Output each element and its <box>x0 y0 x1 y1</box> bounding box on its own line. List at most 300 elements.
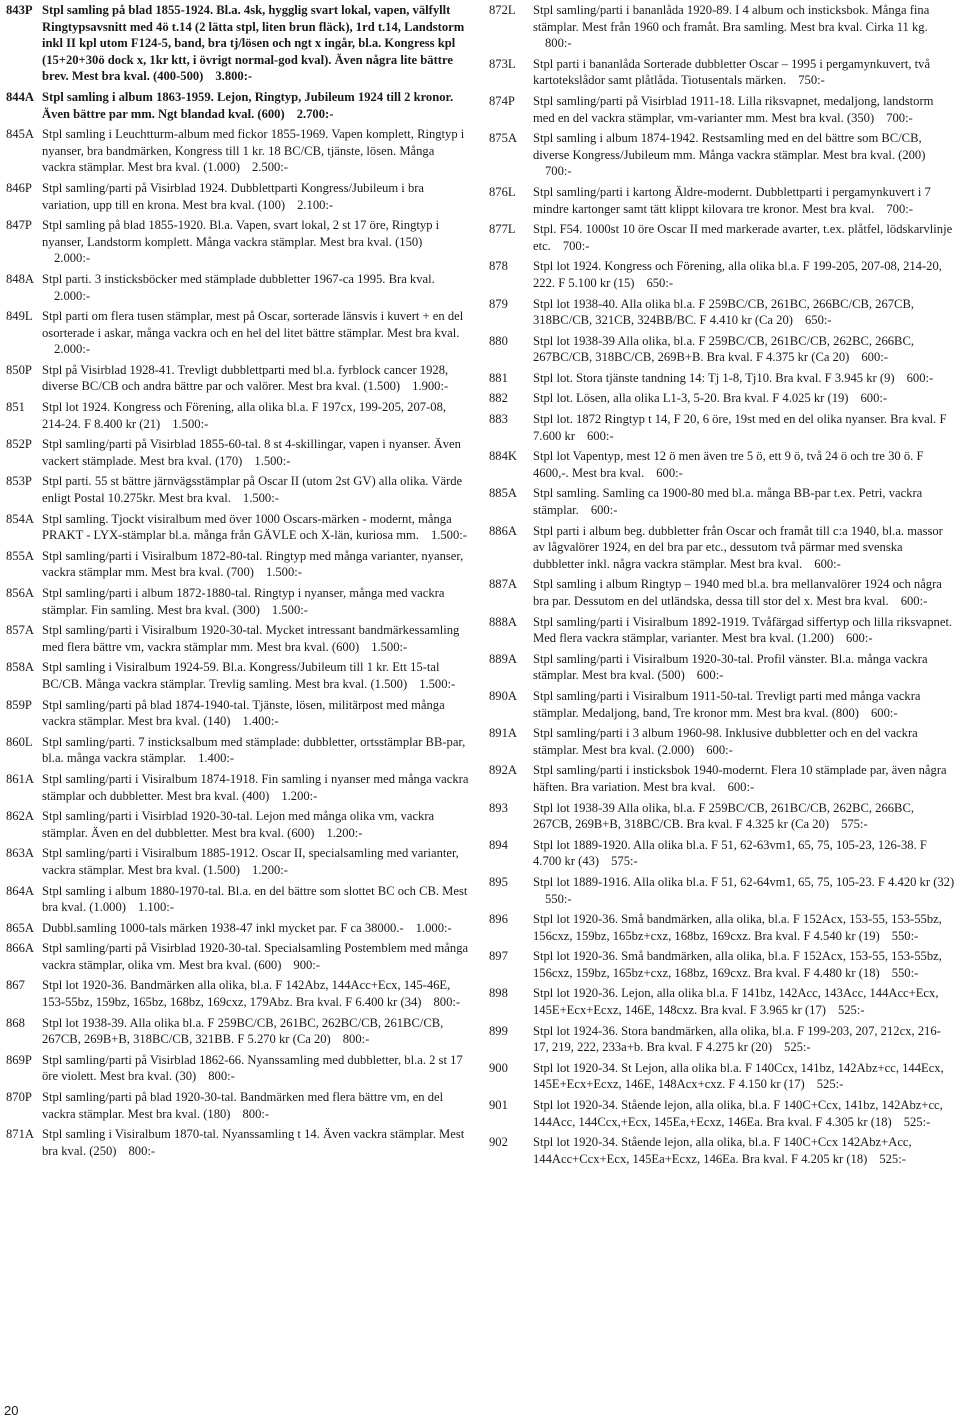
lot-description-block <box>533 874 955 907</box>
lot-description: Stpl lot 1938-39. Alla olika bl.a. F 259BC/CB, 261BC, 262BC/CB, 261BC/CB, 267CB, 269B+B, 318BC/CB, 321BB. F 5.270 kr (Ca 20) <box>42 1015 444 1047</box>
lot-number: 850P <box>6 362 32 377</box>
lot-number: 876L <box>489 184 516 199</box>
lot-number: 893 <box>489 800 508 815</box>
lot-entry <box>489 762 955 795</box>
lot-description-block <box>533 762 955 795</box>
lot-description: Stpl samling/parti i Visiralbum 1885-1912. Oscar II, specialsamling med varianter, vackra stämplar. Mest bra kval. (1.500) <box>42 846 459 877</box>
lot-description: Stpl samling/parti i Visiralbum 1872-80-tal. Ringtyp med många varianter, nyanser, vackra stämplar mm. Mest bra kval. (700) <box>42 548 464 580</box>
lot-price: 600:- <box>586 428 614 443</box>
lot-description: Stpl samling/parti på Visirblad 1855-60-tal. 8 st 4-skillingar, vapen i nyanser. Även vackert stämplade. Mest bra kval. (170) <box>42 437 461 468</box>
lot-price: 800:- <box>545 36 572 51</box>
lot-description: Stpl. F54. 1000st 10 öre Oscar II med markerade avarter, t.ex. plåtfel, lödskarvlinje etc. <box>533 222 953 253</box>
lot-number: 867 <box>6 978 25 993</box>
lot-number: 852P <box>6 437 32 452</box>
lot-description-block <box>42 308 470 358</box>
lot-price: 600:- <box>861 350 888 365</box>
lot-entry <box>489 1134 955 1167</box>
lot-description: Stpl samling/parti i Visiralbum 1892-1919. Tvåfärgad siffertyp och lilla riksvapnet. Med flera vackra stämplar, varianter. Mest bra kval. (1.200) <box>533 614 953 646</box>
lot-description: Stpl samling/parti i insticksbok 1940-modernt. Flera 10 stämplade par, även några häften. Bra variation. Mest bra kval. <box>533 763 947 794</box>
lot-number: 861A <box>6 771 34 786</box>
lot-price: 700:- <box>562 238 590 253</box>
lot-description-block <box>42 1052 470 1085</box>
lot-description-block <box>533 688 955 721</box>
lot-number: 848A <box>6 271 34 286</box>
lot-number: 849L <box>6 309 33 324</box>
lot-entry <box>489 1060 955 1093</box>
lot-description: Stpl samling på blad 1855-1920. Bl.a. Vapen, svart lokal, 2 st 17 öre, Ringtyp i nyanser, Landstorm komplett. Många vackra stämplar. Mest bra kval. (150) <box>42 218 440 249</box>
lot-entry <box>489 2 955 52</box>
lot-price: 1.500:- <box>419 676 456 691</box>
lot-description-block <box>42 180 470 213</box>
lot-description-block <box>533 800 955 833</box>
lot-price: 1.200:- <box>326 825 363 840</box>
lot-description: Stpl samling i album 1880-1970-tal. Bl.a. en del bättre som slottet BC och CB. Mest bra kval. (1.000) <box>42 883 468 915</box>
lot-description-block <box>42 362 470 395</box>
lot-entry <box>6 511 470 544</box>
lot-price: 2.000:- <box>54 251 91 266</box>
lot-entry <box>6 883 470 916</box>
lot-number: 884K <box>489 449 517 464</box>
lot-description: Stpl samling/parti i Visiralbum 1920-30-tal. Profil vänster. Bl.a. många vackra stämplar. Mest bra kval. (500) <box>533 651 928 683</box>
lot-number: 854A <box>6 511 34 526</box>
lot-number: 846P <box>6 180 32 195</box>
lot-description: Stpl samling/parti på Visirblad 1862-66. Nyanssamling med dubbletter, bl.a. 2 st 17 öre violett. Mest bra kval. (30) <box>42 1052 463 1084</box>
lot-price: 1.400:- <box>242 714 279 729</box>
lot-number: 879 <box>489 296 508 311</box>
lot-number: 858A <box>6 660 34 675</box>
lot-price: 525:- <box>903 1114 931 1129</box>
lot-description-block <box>533 523 955 573</box>
lot-description-block <box>42 436 470 469</box>
lot-description: Stpl parti. 55 st bättre järnvägsstämplar på Oscar II (utom 2st GV) alla olika. Värde enligt Postal 10.275kr. Mest bra kval. <box>42 474 463 506</box>
lot-number: 882 <box>489 391 508 406</box>
lot-price: 1.400:- <box>198 751 235 766</box>
lot-number: 875A <box>489 131 517 146</box>
lot-number: 866A <box>6 941 34 956</box>
lot-price: 575:- <box>611 854 638 869</box>
lot-number: 864A <box>6 883 34 898</box>
lot-description-block <box>42 217 470 267</box>
lot-entry <box>489 523 955 573</box>
lot-entry <box>489 370 955 387</box>
lot-price: 700:- <box>545 164 572 179</box>
lot-description-block <box>533 370 955 387</box>
lot-description-block <box>533 911 955 944</box>
lot-description-block <box>42 622 470 655</box>
lot-price: 2.000:- <box>54 342 91 357</box>
lot-description: Stpl lot 1938-39 Alla olika, bl.a. F 259BC/CB, 261BC/CB, 262BC, 266BC, 267CB, 269B+B, 318BC/CB. Bra kval. F 4.325 kr (Ca 20) <box>533 800 915 832</box>
lot-description-block <box>533 576 955 609</box>
lot-description: Stpl parti i bananlåda Sorterade dubbletter Oscar – 1995 i pergamynkuvert, två kartotekslådor samt plåtlåda. Tiotusentals märken. <box>533 56 931 88</box>
lot-price: 1.900:- <box>412 379 449 394</box>
lot-description: Stpl samling i album 1863-1959. Lejon, Ringtyp, Jubileum 1924 till 2 kronor. Även bättre par mm. Ngt blandad kval. (600) <box>42 89 454 121</box>
lot-description-block <box>42 920 470 937</box>
lot-entry <box>489 874 955 907</box>
lot-number: 881 <box>489 370 508 385</box>
lot-entry <box>489 614 955 647</box>
lot-price: 600:- <box>871 705 898 720</box>
lot-entry <box>6 1126 470 1159</box>
lot-description: Stpl samling/parti på blad 1874-1940-tal. Tjänste, lösen, militärpost med många vackra stämplar. Mest bra kval. (140) <box>42 697 445 729</box>
lot-price: 600:- <box>706 742 733 757</box>
lot-price: 1.500:- <box>242 491 279 506</box>
lot-description-block <box>533 93 955 126</box>
lot-description: Stpl samling på blad 1855-1924. Bl.a. 4sk, hygglig svart lokal, vapen, välfyllt Ringtypsavsnitt med 4ö t.14 (2 lätta stpl, liten brun fläck), 1rd t.14, Landstorm inkl II kpl utom F124-5, band, bra tj/lösen och ngt x ingår, bl.a. Kongress kpl (15+20+30ö dock x, 1kr ktt, i övrigt normal-god kval). Även några lite bättre brev. Mest bra kval. (400-500) <box>42 3 465 84</box>
lot-entry <box>489 93 955 126</box>
lot-price: 1.200:- <box>281 788 318 803</box>
lot-number: 892A <box>489 763 517 778</box>
lot-description: Stpl samling/parti i album 1872-1880-tal. Ringtyp i nyanser, många med vackra stämplar. Fin samling. Mest bra kval. (300) <box>42 586 445 617</box>
lot-number: 860L <box>6 734 33 749</box>
lot-description-block <box>42 585 470 618</box>
lot-number: 897 <box>489 949 508 964</box>
lot-description-block <box>42 697 470 730</box>
left-column <box>6 2 470 1163</box>
lot-price: 650:- <box>646 275 674 290</box>
lot-description: Stpl lot 1924-36. Stora bandmärken, alla olika, bl.a. F 199-203, 207, 212cx, 216-17, 219, 222, 233a+b. Bra kval. F 4.275 kr (20) <box>533 1023 941 1055</box>
lot-description-block <box>533 448 955 481</box>
lot-entry <box>489 333 955 366</box>
page-number: 20 <box>4 1403 19 1418</box>
lot-price: 1.500:- <box>254 453 291 468</box>
lot-description-block <box>533 390 955 407</box>
lot-price: 1.500:- <box>271 602 308 617</box>
lot-description-block <box>42 126 470 176</box>
lot-entry <box>6 362 470 395</box>
lot-price: 650:- <box>804 313 832 328</box>
lot-number: 853P <box>6 474 32 489</box>
lot-entry <box>489 485 955 518</box>
lot-number: 872L <box>489 3 516 17</box>
lot-entry <box>489 184 955 217</box>
lot-price: 1.100:- <box>137 900 174 915</box>
lot-description-block <box>42 548 470 581</box>
lot-price: 1.200:- <box>251 862 288 877</box>
lot-entry <box>489 390 955 407</box>
lot-price: 700:- <box>886 201 913 216</box>
lot-entry <box>6 940 470 973</box>
lot-description-block <box>533 837 955 870</box>
lot-description-block <box>42 940 470 973</box>
lot-description-block <box>533 333 955 366</box>
lot-description: Stpl samling/parti i Visiralbum 1920-30-tal. Mycket intressant bandmärkessamling med flera bättre vm, vackra stämplar mm. Mest bra kval. (600) <box>42 623 460 654</box>
lot-number: 843P <box>6 3 33 17</box>
lot-description: Stpl samling/parti på blad 1920-30-tal. Bandmärken med flera bättre vm, en del vackra stämplar. Mest bra kval. (180) <box>42 1090 444 1121</box>
lot-description-block <box>533 1060 955 1093</box>
lot-entry <box>489 800 955 833</box>
lot-number: 870P <box>6 1090 32 1105</box>
lot-description: Stpl lot 1920-36. Små bandmärken, alla olika, bl.a. F 152Acx, 153-55, 153-55bz, 156cxz, 159bz, 165bz+cxz, 168bz, 169cxz. Bra kval. F 4.480 kr (18) <box>533 949 942 980</box>
lot-price: 2.000:- <box>54 288 91 303</box>
lot-description-block <box>42 89 470 122</box>
lot-number: 880 <box>489 333 508 348</box>
lot-number: 869P <box>6 1052 32 1067</box>
lot-number: 895 <box>489 874 508 889</box>
lot-number: 845A <box>6 127 34 142</box>
lot-description: Stpl samling/parti på Visirblad 1920-30-tal. Specialsamling Postemblem med många vackra stämplar, olika vm. Mest bra kval. (600) <box>42 941 469 972</box>
lot-price: 3.800:- <box>215 69 253 84</box>
lot-description: Stpl samling i album Ringtyp – 1940 med bl.a. bra mellanvalörer 1924 och några bra par. Dessutom en del utländska, dessa till stor del x. Mest bra kval. <box>533 577 942 608</box>
lot-price: 1.500:- <box>265 565 302 580</box>
lot-entry <box>489 911 955 944</box>
lot-description-block <box>42 1015 470 1048</box>
lot-number: 878 <box>489 259 508 274</box>
lot-entry <box>6 977 470 1010</box>
lot-description-block <box>42 808 470 841</box>
lot-description-block <box>42 511 470 544</box>
lot-price: 800:- <box>433 995 461 1010</box>
lot-description-block <box>42 1089 470 1122</box>
lot-description: Stpl lot 1889-1920. Alla olika bl.a. F 51, 62-63vm1, 65, 75, 105-23, 126-38. F 4.700 kr (43) <box>533 837 927 869</box>
lot-number: 889A <box>489 651 517 666</box>
lot-description: Stpl samling/parti i bananlåda 1920-89. I 4 album och insticksbok. Många fina stämplar. Mest från 1960 och framåt. Bra samling. Mest bra kval. Cirka 11 kg. <box>533 3 930 34</box>
lot-number: 901 <box>489 1098 508 1113</box>
lot-description-block <box>533 296 955 329</box>
lot-description-block <box>533 1023 955 1056</box>
lot-price: 525:- <box>784 1040 811 1055</box>
lot-description: Stpl samling. Tjockt visiralbum med över 1000 Oscars-märken - modernt, många PRAKT - LYX-stämplar bl.a. många från GÄVLE och X-län, kuriosa mm. <box>42 511 452 543</box>
lot-price: 750:- <box>798 73 825 88</box>
lot-description-block <box>42 659 470 692</box>
lot-price: 525:- <box>879 1151 906 1166</box>
lot-number: 877L <box>489 222 516 237</box>
lot-number: 862A <box>6 809 34 824</box>
lot-entry <box>6 771 470 804</box>
lot-description-block <box>42 734 470 767</box>
lot-description: Stpl samling/parti i 3 album 1960-98. Inklusive dubbletter och en del vackra stämplar. Mest bra kval. (2.000) <box>533 726 918 757</box>
lot-entry <box>6 1015 470 1048</box>
lot-entry <box>489 985 955 1018</box>
lot-description: Stpl samling i album 1874-1942. Restsamling med en del bättre som BC/CB, diverse Kongress/Jubileum mm. Många vackra stämplar. Mest bra kval. (200) <box>533 131 926 162</box>
lot-entry <box>489 56 955 89</box>
lot-description: Stpl samling/parti. 7 insticksalbum med stämplade: dubbletter, ortsstämplar BB-par, bl.a. många vackra stämplar. <box>42 734 466 766</box>
lot-entry <box>6 697 470 730</box>
lot-number: 856A <box>6 586 34 600</box>
lot-description-block <box>42 1126 470 1159</box>
lot-entry <box>489 1097 955 1130</box>
lot-number: 887A <box>489 577 517 592</box>
lot-entry <box>6 217 470 267</box>
lot-entry <box>489 948 955 981</box>
lot-description-block <box>42 271 470 304</box>
lot-description: Stpl samling/parti i Visirblad 1920-30-tal. Lejon med många olika vm, vackra stämplar. Även en del dubbletter. Mest bra kval. (600) <box>42 809 435 840</box>
lot-description-block <box>42 2 470 85</box>
lot-entry <box>6 473 470 506</box>
lot-description: Stpl parti. 3 insticksböcker med stämplade dubbletter 1967-ca 1995. Bra kval. <box>42 271 435 286</box>
lot-description: Stpl lot 1920-34. St Lejon, alla olika bl.a. F 140Ccx, 141bz, 142Abz+cc, 144Ecx, 145E+Ecx+Ecxz, 146E, 148Acx+cxz. F 4.150 kr (17) <box>533 1060 944 1092</box>
lot-number: 902 <box>489 1135 508 1150</box>
lot-description: Stpl samling/parti i kartong Äldre-modernt. Dubblettparti i pergamynkuvert i 7 mindre kartonger samt tätt klippt kilovara tre kronor. Mest bra kval. <box>533 184 931 216</box>
lot-description: Stpl lot. Lösen, alla olika L1-3, 5-20. Bra kval. F 4.025 kr (19) <box>533 391 849 406</box>
lot-entry <box>489 725 955 758</box>
lot-description: Stpl samling/parti i Visiralbum 1911-50-tal. Trevligt parti med många vackra stämplar. Medaljong, band, Tre kronor mm. Mest bra kval. (800) <box>533 688 921 720</box>
lot-number: 851 <box>6 400 25 415</box>
lot-entry <box>489 258 955 291</box>
lot-description-block <box>533 725 955 758</box>
lot-number: 873L <box>489 56 516 71</box>
lot-entry <box>489 1023 955 1056</box>
lot-price: 1.500:- <box>430 528 467 543</box>
lot-entry <box>6 271 470 304</box>
lot-price: 600:- <box>727 779 755 794</box>
lot-price: 900:- <box>293 957 320 972</box>
lot-entry <box>489 448 955 481</box>
lot-description: Stpl samling i Visiralbum 1924-59. Bl.a. Kongress/Jubileum till 1 kr. Ett 15-tal BC/CB. Många vackra stämplar. Trevlig samling. Mest bra kval. (1.500) <box>42 660 440 691</box>
lot-entry <box>489 651 955 684</box>
lot-number: 847P <box>6 218 32 233</box>
lot-description: Stpl samling/parti på Visirblad 1911-18. Lilla riksvapnet, medaljong, landstorm med en del vackra stämplar, vm-varianter mm. Mest bra kval. (350) <box>533 93 934 125</box>
lot-entry <box>6 548 470 581</box>
lot-entry <box>6 734 470 767</box>
lot-price: 1.000:- <box>415 920 452 935</box>
lot-description: Stpl lot 1924. Kongress och Förening, alla olika bl.a. F 199-205, 207-08, 214-20, 222. F 5.100 kr (15) <box>533 259 942 290</box>
lot-entry <box>489 688 955 721</box>
lot-entry <box>6 845 470 878</box>
lot-description: Stpl samling i Leuchtturm-album med fickor 1855-1969. Vapen komplett, Ringtyp i nyanser, bra bandmärken, Kongress till 1 kr. 18 BC/CB, tjänste, lösen. Många vackra stämplar. Mest bra kval. (1.000) <box>42 127 465 175</box>
lot-price: 1.500:- <box>172 416 209 431</box>
lot-price: 2.700:- <box>296 106 334 121</box>
lot-number: 886A <box>489 523 517 538</box>
lot-number: 857A <box>6 623 34 638</box>
lot-description-block <box>533 948 955 981</box>
lot-price: 800:- <box>242 1106 270 1121</box>
lot-entry <box>6 659 470 692</box>
lot-number: 863A <box>6 846 34 861</box>
lot-entry <box>489 221 955 254</box>
lot-number: 844A <box>6 89 34 104</box>
lot-price: 575:- <box>841 817 868 832</box>
lot-description-block <box>533 614 955 647</box>
lot-description: Stpl parti i album beg. dubbletter från Oscar och framåt till c:a 1940, bl.a. massor av lågvalörer 1924, en del bra par etc., dessutom två pärmar med svenska dubbletter inkl. några vackra stämplar. Mest bra kval. <box>533 523 943 571</box>
lot-description-block <box>42 977 470 1010</box>
lot-description-block <box>533 56 955 89</box>
lot-entry <box>6 2 470 85</box>
lot-number: 898 <box>489 986 508 1001</box>
lot-entry <box>6 126 470 176</box>
lot-price: 600:- <box>860 391 888 406</box>
lot-entry <box>489 411 955 444</box>
lot-price: 600:- <box>696 668 724 683</box>
lot-number: 899 <box>489 1023 508 1038</box>
lot-description: Stpl lot. Stora tjänste tandning 14: Tj 1-8, Tj10. Bra kval. F 3.945 kr (9) <box>533 370 895 385</box>
lot-price: 800:- <box>128 1143 156 1158</box>
lot-number: 896 <box>489 912 508 927</box>
lot-price: 550:- <box>891 928 919 943</box>
lot-entry <box>6 622 470 655</box>
lot-entry <box>6 808 470 841</box>
lot-description-block <box>533 651 955 684</box>
lot-description: Stpl lot 1920-34. Stående lejon, alla olika, bl.a. F 140C+Ccx, 141bz, 142Abz+cc, 144Acc, 144Ccx,+Ecx, 145Ea,+Ecxz, 146Ea. Bra kval. F 4.305 kr (18) <box>533 1098 943 1129</box>
lot-description-block <box>533 1097 955 1130</box>
lot-number: 874P <box>489 93 515 108</box>
lot-description-block <box>42 399 470 432</box>
lot-description-block <box>42 845 470 878</box>
lot-description: Stpl samling/parti på Visirblad 1924. Dubblettparti Kongress/Jubileum i bra variation, upp till en krona. Mest bra kval. (100) <box>42 180 425 212</box>
lot-price: 550:- <box>545 891 572 906</box>
lot-number: 871A <box>6 1127 34 1142</box>
lot-entry <box>6 1052 470 1085</box>
lot-number: 894 <box>489 837 508 852</box>
lot-description-block <box>533 2 955 52</box>
lot-description-block <box>42 771 470 804</box>
lot-description-block <box>42 883 470 916</box>
lot-number: 868 <box>6 1015 25 1030</box>
lot-entry <box>6 436 470 469</box>
lot-description-block <box>533 985 955 1018</box>
right-column <box>489 2 955 1171</box>
lot-price: 600:- <box>656 465 683 480</box>
lot-number: 865A <box>6 920 34 935</box>
lot-price: 800:- <box>208 1069 235 1084</box>
lot-description: Stpl samling/parti i Visiralbum 1874-1918. Fin samling i nyanser med många vackra stämplar och dubbletter. Mest bra kval. (400) <box>42 771 469 803</box>
lot-entry <box>6 399 470 432</box>
lot-entry <box>489 296 955 329</box>
lot-price: 2.100:- <box>297 197 334 212</box>
lot-description-block <box>533 258 955 291</box>
lot-number: 888A <box>489 614 517 629</box>
lot-entry <box>489 576 955 609</box>
lot-price: 1.500:- <box>371 639 408 654</box>
lot-description: Stpl samling. Samling ca 1900-80 med bl.a. många BB-par t.ex. Petri, vackra stämplar. <box>533 486 923 518</box>
lot-price: 550:- <box>891 965 919 980</box>
lot-description: Stpl lot. 1872 Ringtyp t 14, F 20, 6 öre, 19st med en del olika nyanser. Bra kval. F 7.600 kr <box>533 412 947 443</box>
lot-entry <box>6 1089 470 1122</box>
lot-description: Stpl lot 1924. Kongress och Förening, alla olika bl.a. F 197cx, 199-205, 207-08, 214-24. F 8.400 kr (21) <box>42 400 447 431</box>
lot-entry <box>6 308 470 358</box>
lot-description: Stpl lot 1938-39 Alla olika, bl.a. F 259BC/CB, 261BC/CB, 262BC, 266BC, 267BC/CB, 318BC/CB, 269B+B. Bra kval. F 4.375 kr (Ca 20) <box>533 333 915 365</box>
lot-description-block <box>533 130 955 180</box>
lot-number: 859P <box>6 697 32 712</box>
lot-description: Stpl samling i Visiralbum 1870-tal. Nyanssamling t 14. Även vackra stämplar. Mest bra kval. (250) <box>42 1127 465 1158</box>
lot-price: 600:- <box>590 503 618 518</box>
lot-entry <box>6 585 470 618</box>
lot-number: 883 <box>489 412 508 427</box>
lot-description: Stpl lot 1889-1916. Alla olika bl.a. F 51, 62-64vm1, 65, 75, 105-23. F 4.420 kr (32) <box>533 874 955 889</box>
lot-description-block <box>533 485 955 518</box>
lot-description: Dubbl.samling 1000-tals märken 1938-47 inkl mycket par. F ca 38000.- <box>42 920 404 935</box>
lot-description: Stpl lot 1920-34. Stående lejon, alla olika, bl.a. F 140C+Ccx 142Abz+Acc, 144Acc+Ccx+Ecx, 145Ea+Ecxz, 146Ea. Bra kval. F 4.205 kr (18) <box>533 1135 912 1166</box>
lot-description: Stpl på Visirblad 1928-41. Trevligt dubblettparti med bl.a. fyrblock cancer 1928, diverse BC/CB och andra bättre par och valörer. Mest bra kval. (1.500) <box>42 362 449 394</box>
lot-description-block <box>533 1134 955 1167</box>
lot-entry <box>6 180 470 213</box>
lot-description-block <box>533 411 955 444</box>
lot-number: 900 <box>489 1060 508 1075</box>
lot-description: Stpl lot 1920-36. Bandmärken alla olika, bl.a. F 142Abz, 144Acc+Ecx, 145-46E, 153-55bz, 159bz, 165bz, 168bz, 169cxz, 179Abz. Bra kval. F 6.400 kr (34) <box>42 978 451 1010</box>
lot-entry <box>489 837 955 870</box>
lot-number: 890A <box>489 688 517 703</box>
lot-price: 600:- <box>814 556 841 571</box>
lot-description: Stpl lot 1938-40. Alla olika bl.a. F 259BC/CB, 261BC, 266BC/CB, 267CB, 318BC/CB, 321CB, 324BB/BC. F 4.410 kr (Ca 20) <box>533 296 915 328</box>
lot-entry <box>6 920 470 937</box>
lot-description-block <box>533 221 955 254</box>
lot-number: 891A <box>489 726 517 741</box>
lot-price: 525:- <box>816 1077 844 1092</box>
lot-number: 855A <box>6 548 34 563</box>
lot-description: Stpl lot 1920-36. Lejon, alla olika bl.a. F 141bz, 142Acc, 143Acc, 144Acc+Ecx, 145E+Ecx+Ecxz, 146E, 148cxz. Bra kval. F 3.965 kr (17) <box>533 986 939 1018</box>
lot-description-block <box>42 473 470 506</box>
lot-description: Stpl lot Vapentyp, mest 12 ö men även tre 5 ö, ett 9 ö, två 24 ö och tre 30 ö. F 4600,-. Mest bra kval. <box>533 449 924 480</box>
lot-description: Stpl lot 1920-36. Små bandmärken, alla olika, bl.a. F 152Acx, 153-55, 153-55bz, 156cxz, 159bz, 165bz+cxz, 168bz, 169cxz. Bra kval. F 4.540 kr (19) <box>533 912 942 943</box>
lot-price: 600:- <box>906 370 934 385</box>
lot-entry <box>489 130 955 180</box>
lot-price: 2.500:- <box>251 160 288 175</box>
lot-description-block <box>533 184 955 217</box>
lot-price: 600:- <box>900 594 928 608</box>
lot-description: Stpl parti om flera tusen stämplar, mest på Oscar, sorterade länsvis i kuvert + en del osorterade i askar, många vackra och en hel del litet bättre stämplar. Mest bra kval. <box>42 309 464 340</box>
lot-price: 600:- <box>845 631 873 646</box>
lot-price: 700:- <box>886 110 913 125</box>
lot-entry <box>6 89 470 122</box>
